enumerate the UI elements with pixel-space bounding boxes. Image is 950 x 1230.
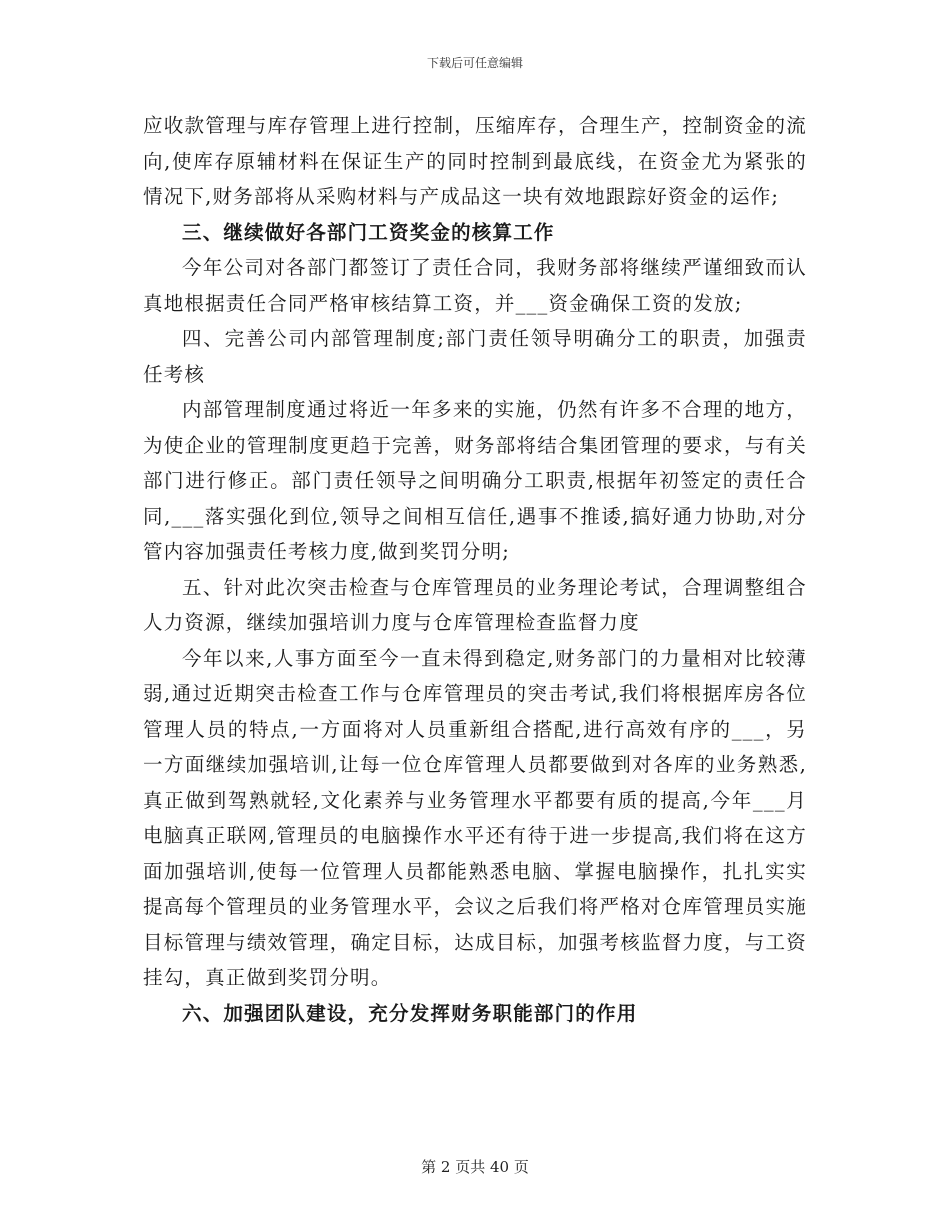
document-body	[143, 108, 807, 1031]
page-number: 第 2 页共 40 页	[421, 1158, 529, 1176]
section-heading-4: 四、完善公司内部管理制度;部门责任领导明确分工的职责，加强责任考核	[143, 327, 807, 386]
section-heading-3: 三、继续做好各部门工资奖金的核算工作	[182, 220, 555, 244]
paragraph: 今年公司对各部门都签订了责任合同，我财务部将继续严谨细致而认真地根据责任合同严格审核结算工资，并___资金确保工资的发放;	[143, 256, 807, 315]
paragraph-continued: 应收款管理与库存管理上进行控制，压缩库存，合理生产，控制资金的流向,使库存原辅材料在保证生产的同时控制到最底线，在资金尤为紧张的情况下,财务部将从采购材料与产成品这一块有效地跟踪好资金的运作;	[143, 114, 807, 208]
section-heading-5: 五、针对此次突击检查与仓库管理员的业务理论考试，合理调整组合人力资源，继续加强培训力度与仓库管理检查监督力度	[143, 575, 807, 634]
section-heading-6: 六、加强团队建设，充分发挥财务职能部门的作用	[182, 1001, 638, 1025]
paragraph: 今年以来,人事方面至今一直未得到稳定,财务部门的力量相对比较薄弱,通过近期突击检查工作与仓库管理员的突击考试,我们将根据库房各位管理人员的特点,一方面将对人员重新组合搭配,进行高效有序的___，另一方面继续加强培训,让每一位仓库管理人员都要做到对各库的业务熟悉,真正做到驾熟就轻,文化素养与业务管理水平都要有质的提高,今年___月电脑真正联网,管理员的电脑操作水平还有待于进一步提高,我们将在这方面加强培训,使每一位管理人员都能熟悉电脑、掌握电脑操作，扎扎实实提高每个管理员的业务管理水平，会议之后我们将严格对仓库管理员实施目标管理与绩效管理，确定目标，达成目标，加强考核监督力度，与工资挂勾，真正做到奖罚分明。	[143, 646, 807, 989]
page-header-note: 下载后可任意编辑	[426, 56, 523, 70]
paragraph: 内部管理制度通过将近一年多来的实施，仍然有许多不合理的地方，为使企业的管理制度更趋于完善，财务部将结合集团管理的要求，与有关部门进行修正。部门责任领导之间明确分工职责,根据年初签定的责任合同,___落实强化到位,领导之间相互信任,遇事不推诿,搞好通力协助,对分管内容加强责任考核力度,做到奖罚分明;	[143, 398, 807, 563]
